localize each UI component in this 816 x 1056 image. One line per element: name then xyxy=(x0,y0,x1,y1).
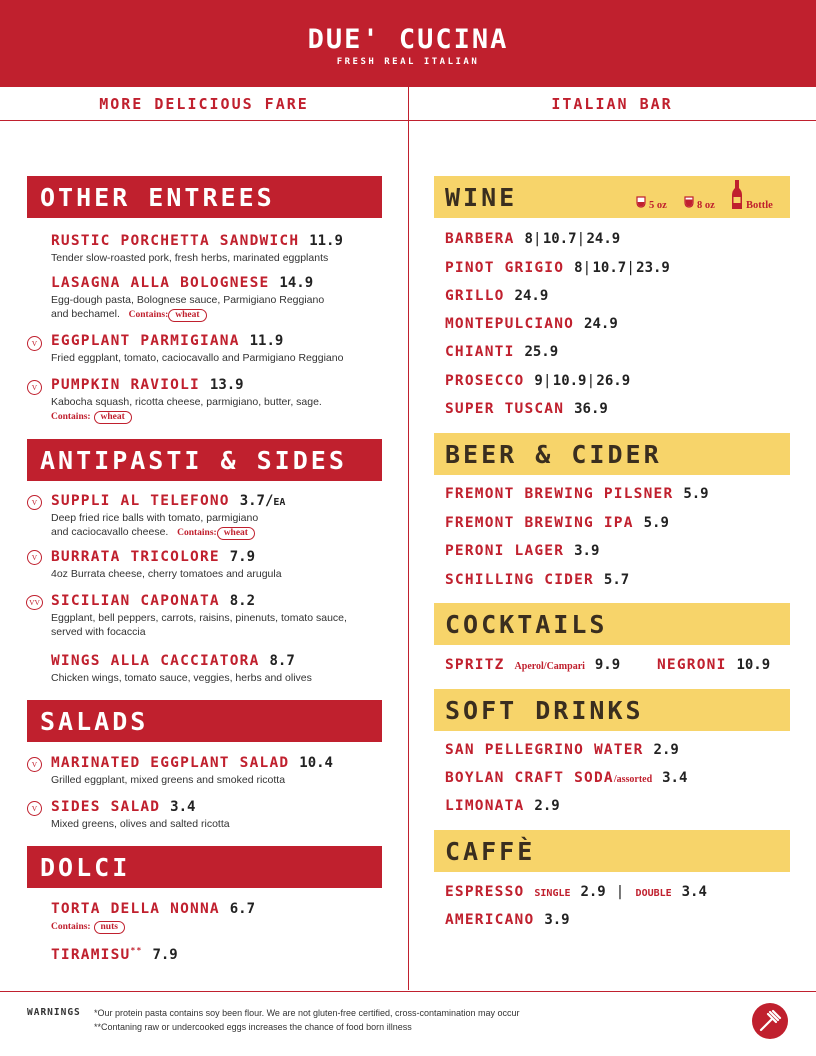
allergen-badge: wheat xyxy=(168,309,206,322)
item-price: 3.4 xyxy=(170,799,196,815)
item-description: Tender slow-roasted pork, fresh herbs, marinated eggplants xyxy=(51,252,329,264)
item-price: 10.4 xyxy=(299,755,333,771)
caffe-item xyxy=(445,912,570,928)
item-name: SAN PELLEGRINO WATER xyxy=(445,742,644,758)
item-option-separator: / xyxy=(543,661,547,672)
item-name: SPRITZ xyxy=(445,657,505,673)
item-price: 8.7 xyxy=(269,653,295,669)
item-name: BARBERA xyxy=(445,231,515,247)
item-option: /assorted xyxy=(613,774,653,785)
price-bottle: 24.9 xyxy=(586,231,621,247)
item-name: RUSTIC PORCHETTA SANDWICH xyxy=(51,233,300,249)
item-price: 5.9 xyxy=(643,515,669,531)
item-description: Chicken wings, tomato sauce, veggies, herbs and olives xyxy=(51,672,312,684)
item-description: Deep fried rice balls with tomato, parmigiano xyxy=(51,512,259,524)
warnings-label: WARNINGS xyxy=(27,1007,81,1018)
item-name: LASAGNA ALLA BOLOGNESE xyxy=(51,275,270,291)
item-name: BOYLAN CRAFT SODA xyxy=(445,770,614,786)
item-name: GRILLO xyxy=(445,288,505,304)
item-name: FREMONT BREWING PILSNER xyxy=(445,486,674,502)
brand-tagline: FRESH REAL ITALIAN xyxy=(336,57,480,67)
beer-item xyxy=(445,543,599,559)
price-bottle: 36.9 xyxy=(574,401,608,417)
item-price: 11.9 xyxy=(249,333,284,349)
item-description: Eggplant, bell peppers, carrots, raisins, pinenuts, tomato sauce, xyxy=(51,612,347,624)
brand-logo: DUE' CUCINA xyxy=(307,24,509,55)
item-name: SICILIAN CAPONATA xyxy=(51,593,220,609)
item-price: 14.9 xyxy=(279,275,314,291)
item-name: TORTA DELLA NONNA xyxy=(51,901,220,917)
section-title: DOLCI xyxy=(40,852,131,882)
price-separator: | xyxy=(542,373,553,389)
allergen-badge: nuts xyxy=(94,921,125,934)
item-price: 3.9 xyxy=(574,543,600,559)
item-price: 9.9 xyxy=(594,657,621,673)
wine-size-legend xyxy=(634,180,784,214)
item-price: 6.7 xyxy=(229,901,256,917)
section-title: SOFT DRINKS xyxy=(445,695,644,725)
price-separator: | xyxy=(626,260,637,276)
item-price-unit: EA xyxy=(273,497,286,508)
contains-label: Contains: xyxy=(51,412,91,422)
section-title: ANTIPASTI & SIDES xyxy=(40,445,347,475)
item-name: TIRAMISU xyxy=(51,946,131,963)
item-name: LIMONATA xyxy=(445,798,525,814)
allergen-badge: wheat xyxy=(217,527,255,540)
caffe-item xyxy=(445,884,707,900)
menu-item xyxy=(51,333,386,365)
item-name: SIDES SALAD xyxy=(51,799,161,815)
column-divider xyxy=(408,87,409,990)
beer-item xyxy=(445,515,669,531)
legend-8oz: 8 oz xyxy=(697,200,715,211)
section-cocktails xyxy=(434,603,790,645)
item-price: 3.4 xyxy=(681,884,707,900)
menu-item xyxy=(51,799,386,831)
item-price: 2.9 xyxy=(653,742,679,758)
item-description: Grilled eggplant, mixed greens and smoked ricotta xyxy=(51,774,286,786)
price-separator: | xyxy=(532,231,543,247)
price-separator: | xyxy=(582,260,593,276)
menu-item xyxy=(51,946,386,963)
fork-logo-icon xyxy=(752,1003,788,1039)
price-bottle: 25.9 xyxy=(524,344,559,360)
section-caffe xyxy=(434,830,790,872)
legend-bottle: Bottle xyxy=(746,200,773,211)
size-label: DOUBLE xyxy=(635,888,672,899)
item-name: PERONI LAGER xyxy=(445,543,565,559)
price-8oz: 10.7 xyxy=(592,260,627,276)
glass-8oz-icon xyxy=(684,196,694,208)
item-price: 3.7/ xyxy=(239,493,274,509)
cocktail-item xyxy=(445,657,620,673)
section-soft-drinks xyxy=(434,689,790,731)
item-name: ESPRESSO xyxy=(445,884,525,900)
item-description-cont: and caciocavallo cheese. xyxy=(51,526,169,538)
soft-drink-item xyxy=(445,770,687,786)
item-name: EGGPLANT PARMIGIANA xyxy=(51,333,240,349)
item-price: 8.2 xyxy=(229,593,256,609)
item-price: 7.9 xyxy=(229,549,256,565)
legend-5oz: 5 oz xyxy=(649,200,667,211)
item-price: 3.9 xyxy=(544,912,570,928)
item-price: 10.9 xyxy=(736,657,771,673)
vegetarian-badge: V xyxy=(27,801,42,816)
contains-label: Contains: xyxy=(51,922,91,932)
item-option: Campari xyxy=(546,661,585,672)
item-price: 5.9 xyxy=(683,486,709,502)
item-price: 13.9 xyxy=(209,377,244,393)
vegetarian-badge: V xyxy=(27,495,42,510)
item-name: SCHILLING CIDER xyxy=(445,572,594,588)
price-8oz: 10.7 xyxy=(542,231,577,247)
item-name: FREMONT BREWING IPA xyxy=(445,515,634,531)
menu-item xyxy=(51,377,386,424)
price-5oz: 9 xyxy=(534,373,543,389)
beer-item xyxy=(445,486,709,502)
item-name: CHIANTI xyxy=(445,344,515,360)
left-column-heading: MORE DELICIOUS FARE xyxy=(99,95,309,113)
section-salads xyxy=(27,700,382,742)
price-separator: | xyxy=(605,884,636,900)
menu-item xyxy=(51,549,386,581)
item-name: MONTEPULCIANO xyxy=(445,316,575,332)
item-price: 7.9 xyxy=(152,946,178,963)
item-description: 4oz Burrata cheese, cherry tomatoes and arugula xyxy=(51,568,282,580)
item-name: MARINATED EGGPLANT SALAD xyxy=(51,755,290,771)
vegetarian-badge: V xyxy=(27,757,42,772)
menu-item xyxy=(51,901,386,934)
price-separator: | xyxy=(576,231,587,247)
price-bottle: 23.9 xyxy=(636,260,670,276)
beer-item xyxy=(445,572,629,588)
menu-item xyxy=(51,653,386,685)
price-bottle: 24.9 xyxy=(514,288,549,304)
wine-bottle-icon xyxy=(731,180,743,210)
price-bottle: 26.9 xyxy=(596,373,631,389)
vegetarian-badge: V xyxy=(27,550,42,565)
header-banner xyxy=(0,0,816,87)
price-8oz: 10.9 xyxy=(552,373,587,389)
vegetarian-badge: V xyxy=(27,380,42,395)
item-description-cont: and bechamel. xyxy=(51,308,120,320)
item-description: Mixed greens, olives and salted ricotta xyxy=(51,818,230,830)
item-description: Egg-dough pasta, Bolognese sauce, Parmigiano Reggiano xyxy=(51,294,325,306)
section-title: CAFFÈ xyxy=(445,836,536,866)
contains-label: Contains: xyxy=(128,310,169,320)
wine-item xyxy=(445,288,548,304)
item-price: 3.4 xyxy=(662,770,688,786)
item-price: 11.9 xyxy=(309,233,343,249)
item-price: 2.9 xyxy=(580,884,606,900)
warning-line: **Contaning raw or undercooked eggs increases the chance of food born illness xyxy=(94,1022,412,1032)
price-5oz: 8 xyxy=(524,231,533,247)
menu-item xyxy=(51,755,386,787)
item-description-cont: served with focaccia xyxy=(51,626,146,638)
item-name: WINGS ALLA CACCIATORA xyxy=(51,653,260,669)
section-dolci xyxy=(27,846,382,888)
size-label: SINGLE xyxy=(534,888,571,899)
wine-item xyxy=(445,316,618,332)
item-name: BURRATA TRICOLORE xyxy=(51,549,220,565)
price-separator: | xyxy=(586,373,597,389)
menu-item xyxy=(51,275,386,322)
glass-5oz-icon xyxy=(636,196,646,208)
price-bottle: 24.9 xyxy=(584,316,618,332)
contains-label: Contains: xyxy=(177,528,217,538)
section-other-entrees xyxy=(27,176,382,218)
footer-divider xyxy=(0,991,816,992)
section-title: SALADS xyxy=(40,706,149,736)
warning-line: *Our protein pasta contains soy been flour. We are not gluten-free certified, cross-contamination may occur xyxy=(94,1008,520,1018)
item-option: Aperol xyxy=(514,661,544,672)
item-name: AMERICANO xyxy=(445,912,535,928)
menu-item xyxy=(51,233,386,265)
right-column-heading: ITALIAN BAR xyxy=(551,95,673,113)
wine-item xyxy=(445,373,630,389)
item-name: NEGRONI xyxy=(657,657,727,673)
item-name: PINOT GRIGIO xyxy=(445,260,565,276)
item-price: 5.7 xyxy=(603,572,630,588)
allergen-badge: wheat xyxy=(94,411,132,424)
wine-item xyxy=(445,260,670,276)
item-name: PUMPKIN RAVIOLI xyxy=(51,377,200,393)
cocktail-item xyxy=(657,657,770,673)
menu-item xyxy=(51,493,386,540)
soft-drink-item xyxy=(445,798,560,814)
vegetarian-badge: V xyxy=(27,336,42,351)
item-price: 2.9 xyxy=(534,798,560,814)
vegan-badge: VV xyxy=(26,595,43,610)
item-name: SUPER TUSCAN xyxy=(445,401,565,417)
section-title: COCKTAILS xyxy=(445,609,608,639)
section-title: WINE xyxy=(445,182,518,212)
wine-item xyxy=(445,401,608,417)
section-title: OTHER ENTREES xyxy=(40,182,275,212)
section-antipasti-sides xyxy=(27,439,382,481)
section-title: BEER & CIDER xyxy=(445,439,662,469)
item-name: PROSECCO xyxy=(445,373,525,389)
price-5oz: 8 xyxy=(574,260,583,276)
menu-item xyxy=(51,593,386,639)
soft-drink-item xyxy=(445,742,679,758)
item-description: Kabocha squash, ricotta cheese, parmigiano, butter, sage. xyxy=(51,396,322,408)
item-name: SUPPLI AL TELEFONO xyxy=(51,493,230,509)
item-footnote-mark: ** xyxy=(130,946,143,955)
wine-item xyxy=(445,231,620,247)
wine-item xyxy=(445,344,558,360)
item-description: Fried eggplant, tomato, caciocavallo and Parmigiano Reggiano xyxy=(51,352,344,364)
section-beer-cider xyxy=(434,433,790,475)
